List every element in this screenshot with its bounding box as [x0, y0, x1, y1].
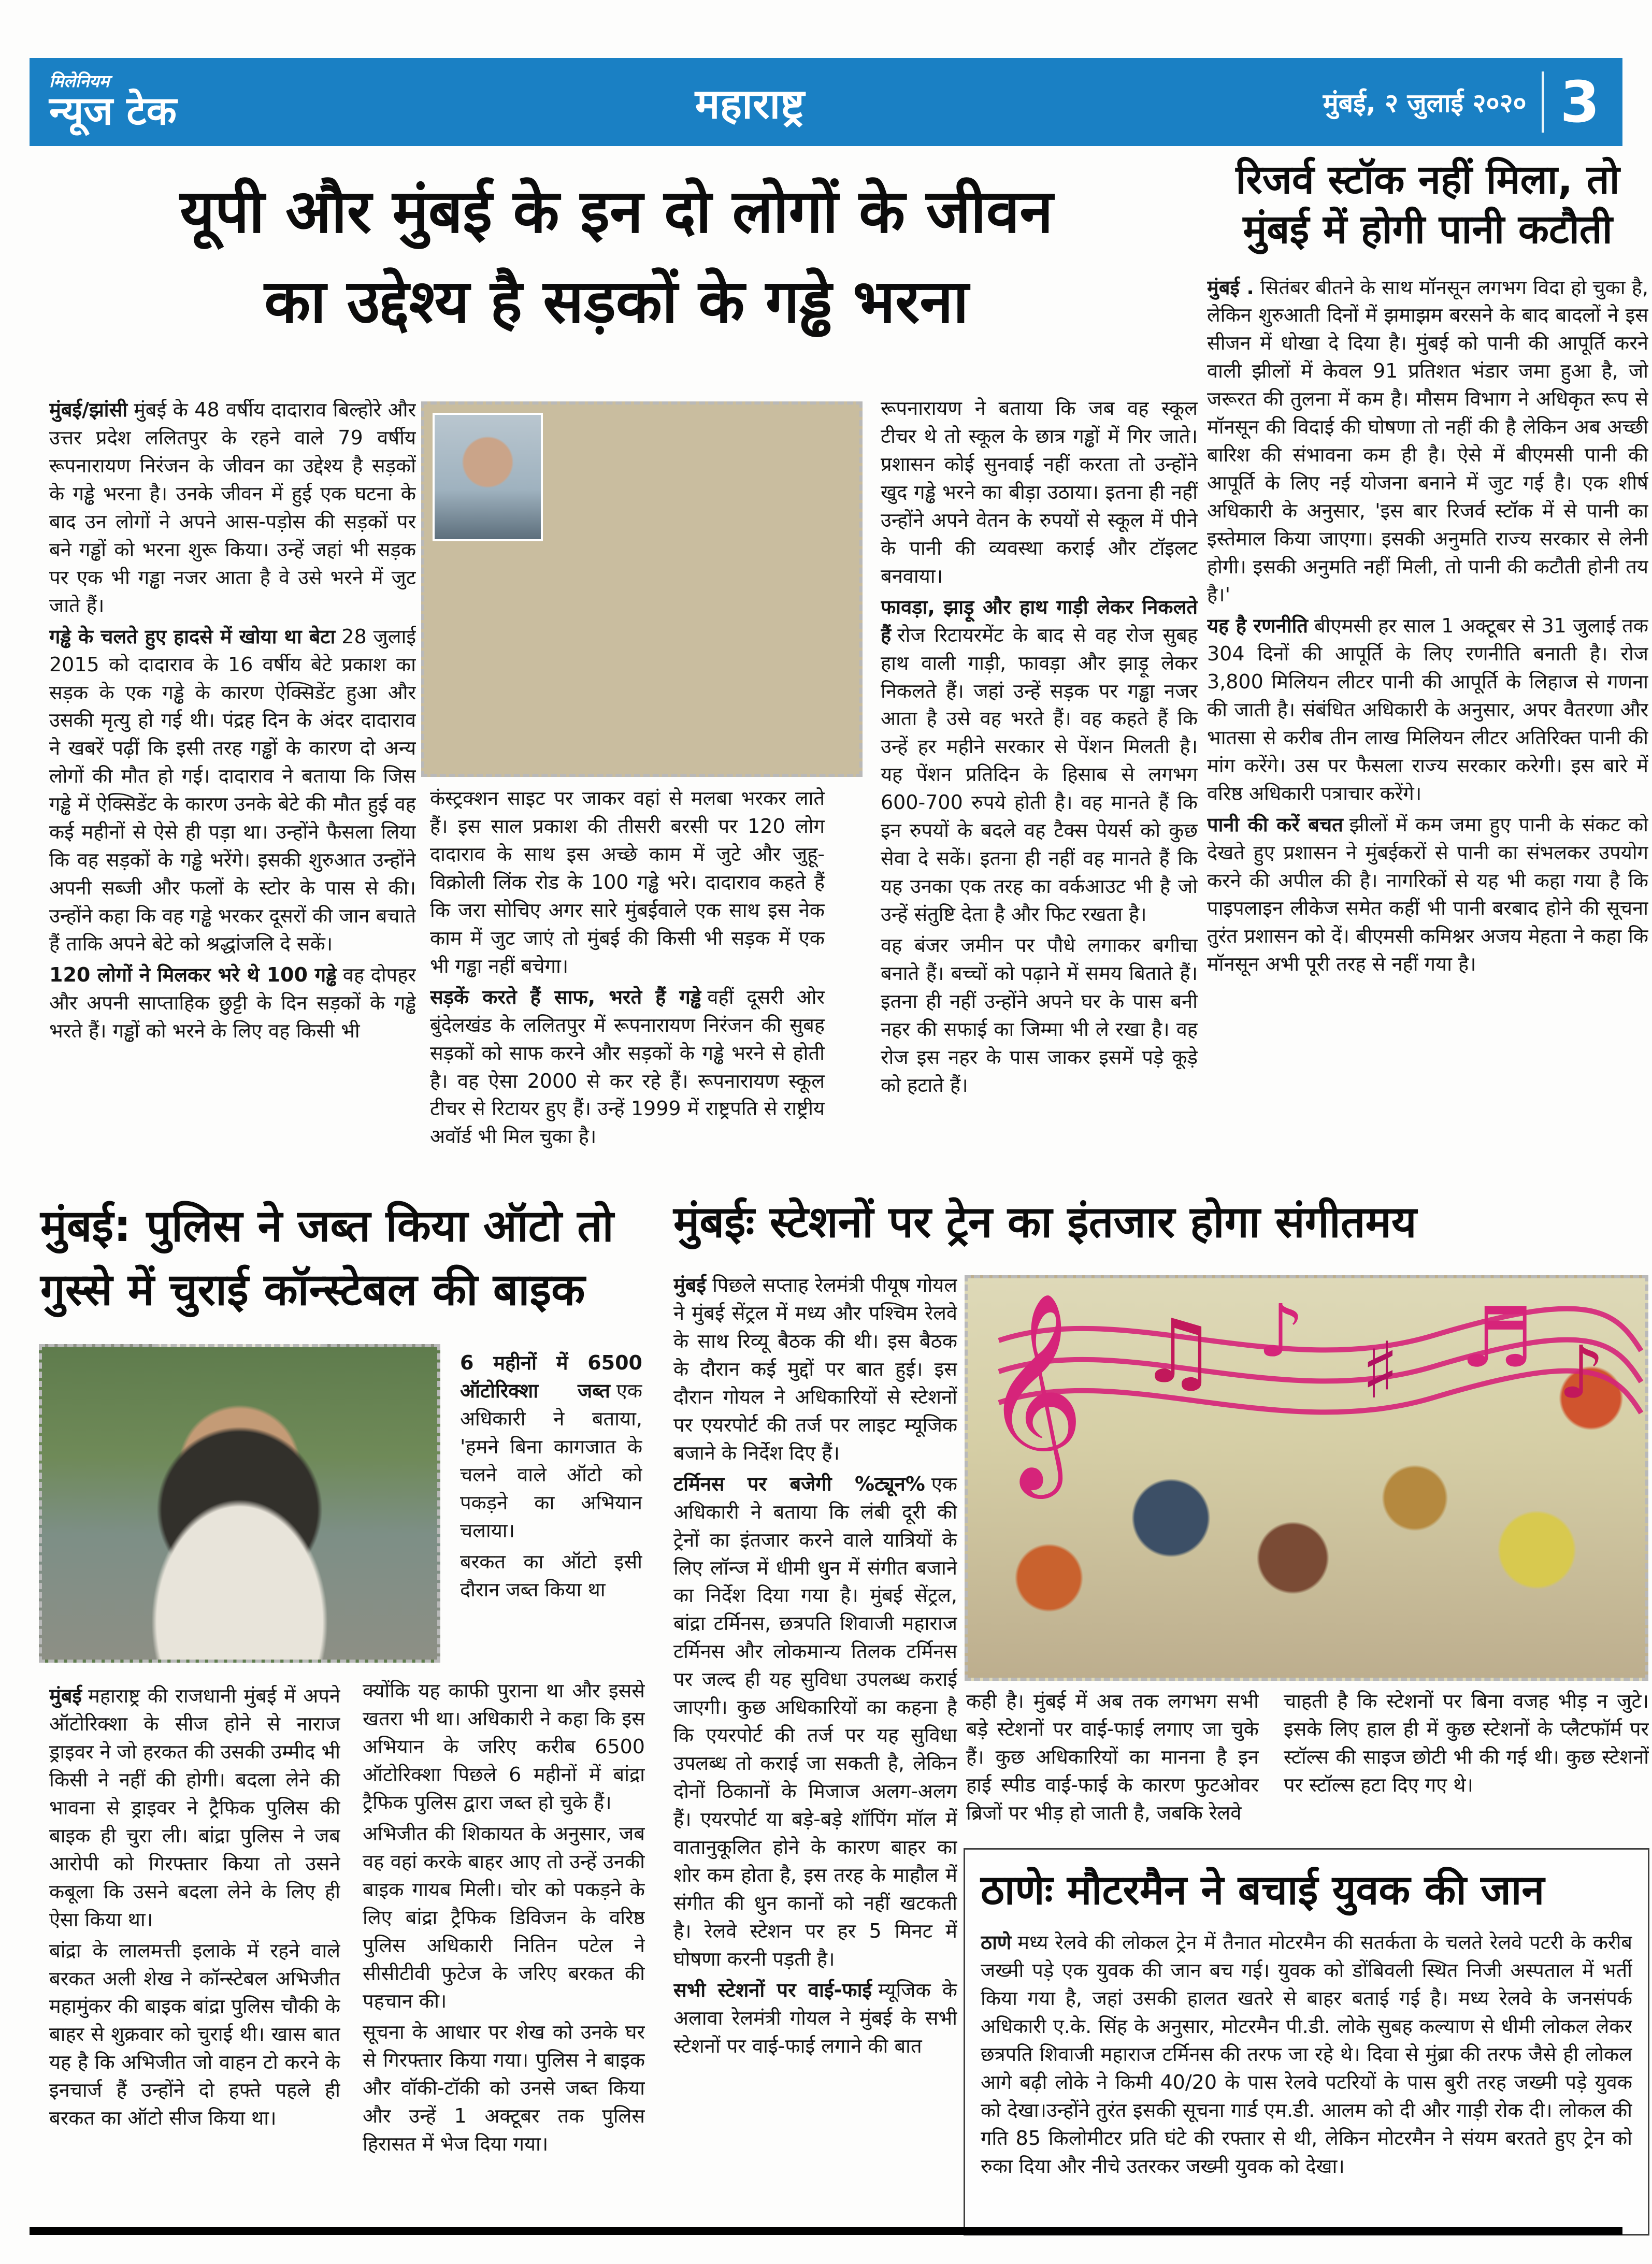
thane-story-box — [964, 1848, 1649, 2236]
paragraph: वह बंजर जमीन पर पौधे लगाकर बगीचा बनाते हैं। बच्चों को पढ़ाने में समय बिताते हैं। इतना ही नहीं उन्होंने अपने घर के पास बनी नहर की सफाई का जिम्मा भी ले रखा है। वह रोज इस नहर के पास जाकर इसमें पड़े कूड़े को हटाते हैं। — [881, 934, 1198, 1097]
music-story-colA — [673, 1272, 957, 2245]
music-note-icon: ♯ — [1361, 1326, 1399, 1416]
dateline: मुंबई, २ जुलाई २०२० — [1323, 88, 1527, 118]
music-note-icon: ♪ — [1558, 1331, 1605, 1415]
masthead-tagline: मिलेनियम — [49, 70, 110, 91]
water-story-body — [1207, 274, 1648, 1123]
page-number: 3 — [1560, 69, 1600, 135]
water-story-headline — [1207, 155, 1648, 255]
auto-story-photo — [39, 1344, 440, 1663]
paragraph: 6 महीनों में 6500 ऑटोरिक्शा जब्त एक अधिकारी ने बताया, 'हमने बिना कागजात के चलने वाले ऑटो को पकड़ने का अभियान चलाया। — [460, 1351, 642, 1542]
masthead — [30, 70, 177, 134]
paragraph: मुंबई महाराष्ट्र की राजधानी मुंबई में अपने ऑटोरिक्शा के सीज होने से नाराज ड्राइवर ने जो हरकत की उसकी उम्मीद भी किसी ने नहीं की होगी। बदला लेने की भावना से ड्राइवर ने ट्रैफिक पुलिस की बाइक ही चुरा ली। बांद्रा पुलिस ने जब आरोपी को गिरफ्तार किया तो उसने कबूला कि उसने बदला लेने के लिए ही ऐसा किया था। — [49, 1684, 340, 1931]
paragraph: मुंबई/झांसी मुंबई के 48 वर्षीय दादाराव बिल्होरे और उत्तर प्रदेश ललितपुर के रहने वाले 79 वर्षीय रूपनारायण निरंजन के जीवन का उद्देश्य है सड़कों के गड्ढे भरना है। उनके जीवन में हुई एक घटना के बाद उन लोगों ने अपने आस-पड़ोस की सड़कों पर बने गड्ढों को भरना शुरू किया। उन्हें जहां भी सड़क पर एक भी गड्ढा नजर आता है वे उसे भरने में जुट जाते हैं। — [49, 398, 416, 617]
paragraph: फावड़ा, झाड़ू और हाथ गाड़ी लेकर निकलते हैं रोज रिटायरमेंट के बाद से वह रोज सुबह हाथ वाली गाड़ी, फावड़ा और झाड़ू लेकर निकलते हैं। जहां उन्हें सड़क पर गड्ढा नजर आता है उसे वह भरते हैं। वह कहते हैं कि उन्हें हर महीने सरकार से पेंशन मिलती है। यह पेंशन प्रतिदिन के हिसाब से लगभग 600-700 रुपये होती है। वह मानते हैं कि इन रुपयों के बदले वह टैक्स पेयर्स को कुछ सेवा दे सकें। इतना ही नहीं वह मानते हैं कि यह उनका एक तरह का वर्कआउट भी है जो उन्हें संतुष्टि देता है और फिट रखता है। — [881, 595, 1198, 926]
lead-story-headline — [36, 167, 1197, 347]
music-story-colB — [966, 1688, 1259, 1844]
paragraph: बरकत का ऑटो इसी दौरान जब्त किया था — [460, 1550, 642, 1601]
headline-line: यूपी और मुंबई के इन दो लोगों के जीवन — [180, 177, 1053, 247]
page-header — [30, 58, 1622, 146]
lead-story-photo — [421, 401, 863, 777]
paragraph: क्योंकि यह काफी पुराना था और इससे खतरा भी था। अधिकारी ने कहा कि इस अभियान के जरिए करीब 6500 ऑटोरिक्शा पिछले 6 महीनों में बांद्रा ट्रैफिक पुलिस द्वारा जब्त हो चुके हैं। — [363, 1679, 645, 1814]
paragraph: 120 लोगों ने मिलकर भरे थे 100 गड्ढे वह दोपहर और अपनी साप्ताहिक छुट्टी के दिन सड़कों के गड्ढे भरते हैं। गड्ढों को भरने के लिए वह किसी भी — [49, 963, 416, 1042]
paragraph: टर्मिनस पर बजेगी %ट्यून% एक अधिकारी ने बताया कि लंबी दूरी की ट्रेनों का इंतजार करने वाले यात्रियों के लिए लॉन्ज में धीमी धुन में संगीत बजाने का निर्देश दिया गया है। मुंबई सेंट्रल, बांद्रा टर्मिनस, छत्रपति शिवाजी महाराज टर्मिनस और लोकमान्य तिलक टर्मिनस पर जल्द ही यह सुविधा उपलब्ध कराई जाएगी। कुछ अधिकारियों का कहना है कि एयरपोर्ट की तर्ज पर यह सुविधा उपलब्ध तो कराई जा सकती है, लेकिन दोनों ठिकानों के मिजाज अलग-अलग हैं। एयरपोर्ट या बड़े-बड़े शॉपिंग मॉल में वातानुकूलित होने के कारण बाहर का शोर कम होता है, इस तरह के माहौल में संगीत की धुन कानों को नहीं खटकती है। रेलवे स्टेशन पर हर 5 मिनट में घोषणा करनी पड़ती है। — [673, 1472, 957, 1970]
paragraph: अभिजीत की शिकायत के अनुसार, जब वह वहां करके बाहर आए तो उन्हें उनकी बाइक गायब मिली। चोर को पकड़ने के लिए बांद्रा ट्रैफिक डिविजन के वरिष्ठ पुलिस अधिकारी नितिन पटेल ने सीसीटीवी फुटेज के जरिए बरकत की पहचान की। — [363, 1822, 645, 2013]
auto-story-headline — [40, 1194, 667, 1322]
music-notes-overlay — [968, 1278, 1645, 1678]
thane-story-body — [981, 1929, 1632, 2216]
paragraph: कंस्ट्रक्शन साइट पर जाकर वहां से मलबा भरकर लाते हैं। इस साल प्रकाश की तीसरी बरसी पर 120 लोग दादाराव के साथ इस अच्छे काम में जुटे और जुहू-विक्रोली लिंक रोड के 100 गड्ढे भरे। दादाराव कहते हैं कि जरा सोचिए अगर सारे मुंबईवाले एक साथ इस नेक काम में जुट जाएं तो मुंबई की किसी भी सड़क में एक भी गड्ढा नहीं बचेगा। — [430, 787, 825, 977]
inset-portrait-photo — [433, 413, 543, 541]
paragraph: पानी की करें बचत झीलों में कम जमा हुए पानी के संकट को देखते हुए प्रशासन ने मुंबईकरों से पानी का संभलकर उपयोग करने की अपील की है। नागरिकों से यह भी कहा गया है कि पाइपलाइन लीकेज समेत कहीं भी पानी बरबाद होने की सूचना तुरंत प्रशासन को दें। बीएमसी कमिश्नर अजय मेहता ने कहा कि मॉनसून अभी पूरी तरह से नहीं गया है। — [1207, 813, 1648, 976]
water-story — [1207, 155, 1648, 1123]
page-number-divider — [1542, 71, 1544, 133]
header-right — [1323, 69, 1622, 135]
music-note-icon: ♫ — [1139, 1301, 1218, 1403]
headline-line: रिजर्व स्टॉक नहीं मिला, तो — [1236, 157, 1620, 203]
lead-story-col3 — [881, 395, 1198, 1179]
paragraph: सभी स्टेशनों पर वाई-फाई म्यूजिक के अलावा रेलमंत्री गोयल ने मुंबई के सभी स्टेशनों पर वाई-फाई लगाने की बात — [673, 1978, 957, 2057]
paragraph: ठाणे मध्य रेलवे की लोकल ट्रेन में तैनात मोटरमैन की सतर्कता के चलते रेलवे पटरी के करीब जख्मी पड़े एक युवक की जान बच गई। युवक को डोंबिवली स्थित निजी अस्पताल में भर्ती किया गया है, जहां उसकी हालत खतरे से बाहर बताई गई है। मध्य रेलवे के जनसंपर्क अधिकारी ए.के. सिंह के अनुसार, मोटरमैन पी.डी. लोके सुबह कल्याण से धीमी लोकल लेकर छत्रपति शिवाजी महाराज टर्मिनस की तरफ जा रहे थे। दिवा से मुंब्रा की तरफ जैसे ही लोकल आगे बढ़ी लोके ने किमी 40/20 के पास रेलवे पटरियों के पास बुरी तरह जख्मी पड़े युवक को देखा।उन्होंने तुरंत इसकी सूचना गार्ड एम.डी. आलम को दी और गाड़ी रोक दी। लोकल की गति 85 किलोमीटर प्रति घंटे की रफ्तार से थी, लेकिन मोटरमैन ने संयम बरतते हुए ट्रेन को रुका दिया और नीचे उतरकर जख्मी युवक को देखा। — [981, 1931, 1632, 2178]
music-story-headline: मुंबईः स्टेशनों पर ट्रेन का इंतजार होगा संगीतमय — [673, 1196, 1417, 1247]
headline-line: का उद्देश्य है सड़कों के गड्ढे भरना — [264, 267, 969, 337]
paragraph: मुंबई . सितंबर बीतने के साथ मॉनसून लगभग विदा हो चुका है, लेकिन शुरुआती दिनों में झमाझम बरसने के बाद बादलों ने इस सीजन में धोखा दे दिया है। मुंबई को पानी की आपूर्ति करने वाली झीलों में केवल 91 प्रतिशत भंडार जमा हुआ है, जो जरूरत की तुलना में कम है। मौसम विभाग ने अधिकृत रूप से मॉनसून की विदाई की घोषणा तो नहीं की है लेकिन अब अच्छी बारिश की संभावना कम ही है। ऐसे में बीएमसी पानी की आपूर्ति के लिए नई योजना बनाने में जुट गई है। एक शीर्ष अधिकारी के अनुसार, 'इस बार रिजर्व स्टॉक में से पानी का इस्तेमाल किया जाएगा। इसकी अनुमति राज्य सरकार से लेनी होगी। इसकी अनुमति नहीं मिली, तो पानी की कटौती होनी तय है।' — [1207, 276, 1648, 606]
paragraph: मुंबई पिछले सप्ताह रेलमंत्री पीयूष गोयल ने मुंबई सेंट्रल में मध्य और पश्चिम रेलवे के साथ रिव्यू बैठक की थी। इस बैठक के दौरान कई मुद्दों पर बात हुई। इस दौरान गोयल ने अधिकारियों से स्टेशनों पर एयरपोर्ट की तर्ज पर लाइट म्यूजिक बजाने के निर्देश दिए हैं। — [673, 1274, 957, 1464]
headline-line: गुस्से में चुराई कॉन्स्टेबल की बाइक — [40, 1264, 585, 1316]
paragraph: कही है। मुंबई में अब तक लगभग सभी बड़े स्टेशनों पर वाई-फाई लगाए जा चुके हैं। कुछ अधिकारियों का मानना है इन हाई स्पीड वाई-फाई के कारण फुटओवर ब्रिजों पर भीड़ हो जाती है, जबकि रेलवे — [966, 1690, 1259, 1824]
thane-story-headline: ठाणेः मौटरमैन ने बचाई युवक की जान — [981, 1866, 1545, 1914]
section-title: महाराष्ट्र — [695, 79, 805, 128]
lead-story-col2 — [430, 785, 825, 1178]
paragraph: बांद्रा के लालमत्ती इलाके में रहने वाले बरकत अली शेख ने कॉन्स्टेबल अभिजीत महामुंकर की बाइक बांद्रा पुलिस चौकी के बाहर से शुक्रवार को चुराई थी। खास बात यह है कि अभिजीत जो वाहन टो करने के इनचार्ज हैं उन्होंने दो हफ्ते पहले ही बरकत का ऑटो सीज किया था। — [49, 1939, 340, 2130]
auto-story-side-col — [460, 1349, 642, 1681]
paragraph: गड्ढे के चलते हुए हादसे में खोया था बेटा 28 जुलाई 2015 को दादाराव के 16 वर्षीय बेटे प्रकाश का सड़क के एक गड्ढे के कारण ऐक्सिडेंट हुआ और उसकी मृत्यु हो गई थी। पंद्रह दिन के अंदर दादाराव ने खबरें पढ़ीं कि इसी तरह गड्ढों के कारण दो अन्य लोगों की मौत हो गई। दादाराव ने बताया कि जिस गड्ढे में ऐक्सिडेंट के कारण उनके बेटे की मौत हुई वह कई महीनों से ऐसे ही पड़ा था। उन्होंने फैसला लिया कि वह सड़कों के गड्ढे भरेंगे। इसकी शुरुआत उन्होंने अपनी सब्जी और फलों के स्टोर के पास से की। उन्होंने कहा कि वह गड्ढे भरकर दूसरों की जान बचाते हैं ताकि अपने बेटे को श्रद्धांजलि दे सकें। — [49, 625, 416, 956]
auto-story-mid-col — [363, 1677, 645, 2208]
paragraph: चाहती है कि स्टेशनों पर बिना वजह भीड़ न जुटे। इसके लिए हाल ही में कुछ स्टेशनों के प्लैटफॉर्म पर स्टॉल्स की साइज छोटी भी की गई थी। कुछ स्टेशनों पर स्टॉल्स हटा दिए गए थे। — [1284, 1690, 1649, 1796]
lead-story-col1 — [49, 396, 416, 1179]
paragraph: यह है रणनीति बीएमसी हर साल 1 अक्टूबर से 31 जुलाई तक 304 दिनों की आपूर्ति के लिए रणनीति बनाती है। रोज 3,800 मिलियन लीटर पानी की आपूर्ति के लिहाज से गणना की जाती है। संबंधित अधिकारी के अनुसार, अपर वैतरणा और भातसा से करीब तीन लाख मिलियन लीटर अतिरिक्त पानी की मांग करेंगे। उस पर फैसला राज्य सरकार करेगी। इस बारे में वरिष्ठ अधिकारी पत्राचार करेंगे। — [1207, 614, 1648, 805]
auto-story-left-col — [49, 1682, 340, 2208]
music-story-colC — [1284, 1688, 1649, 1844]
paragraph: सूचना के आधार पर शेख को उनके घर से गिरफ्तार किया गया। पुलिस ने बाइक और वॉकी-टॉकी को उनसे जब्त किया और उन्हें 1 अक्टूबर तक पुलिस हिरासत में भेज दिया गया। — [363, 2021, 645, 2156]
headline-line: मुंबई: पुलिस ने जब्त किया ऑटो तो — [40, 1201, 614, 1252]
headline-line: मुंबई में होगी पानी कटौती — [1243, 207, 1613, 253]
music-note-icon: ♪ — [1258, 1289, 1304, 1374]
treble-clef-icon: 𝄞 — [983, 1291, 1085, 1490]
bottom-rule — [30, 2227, 1622, 2235]
paragraph: रूपनारायण ने बताया कि जब वह स्कूल टीचर थे तो स्कूल के छात्र गड्ढों में गिर जाते। प्रशासन कोई सुनवाई नहीं करता तो उन्होंने खुद गड्ढे भरने का बीड़ा उठाया। इतना ही नहीं उन्होंने अपने वेतन के रुपयों से स्कूल में पीने के पानी की व्यवस्था कराई और टॉइलट बनवाया। — [881, 397, 1198, 587]
music-story-photo — [965, 1275, 1648, 1681]
music-note-icon: ♬ — [1460, 1289, 1534, 1386]
masthead-title: न्यूज टेक — [49, 88, 177, 134]
paragraph: सड़कें करते हैं साफ, भरते हैं गड्ढे वहीं दूसरी ओर बुंदेलखंड के ललितपुर में रूपनारायण निरंजन की सुबह सड़कों को साफ करने और सड़कों के गड्ढे भरने से होती है। वह ऐसा 2000 से कर रहे हैं। रूपनारायण स्कूल टीचर से रिटायर हुए हैं। उन्हें 1999 में राष्ट्रपति से राष्ट्रीय अवॉर्ड भी मिल चुका है। — [430, 985, 825, 1148]
